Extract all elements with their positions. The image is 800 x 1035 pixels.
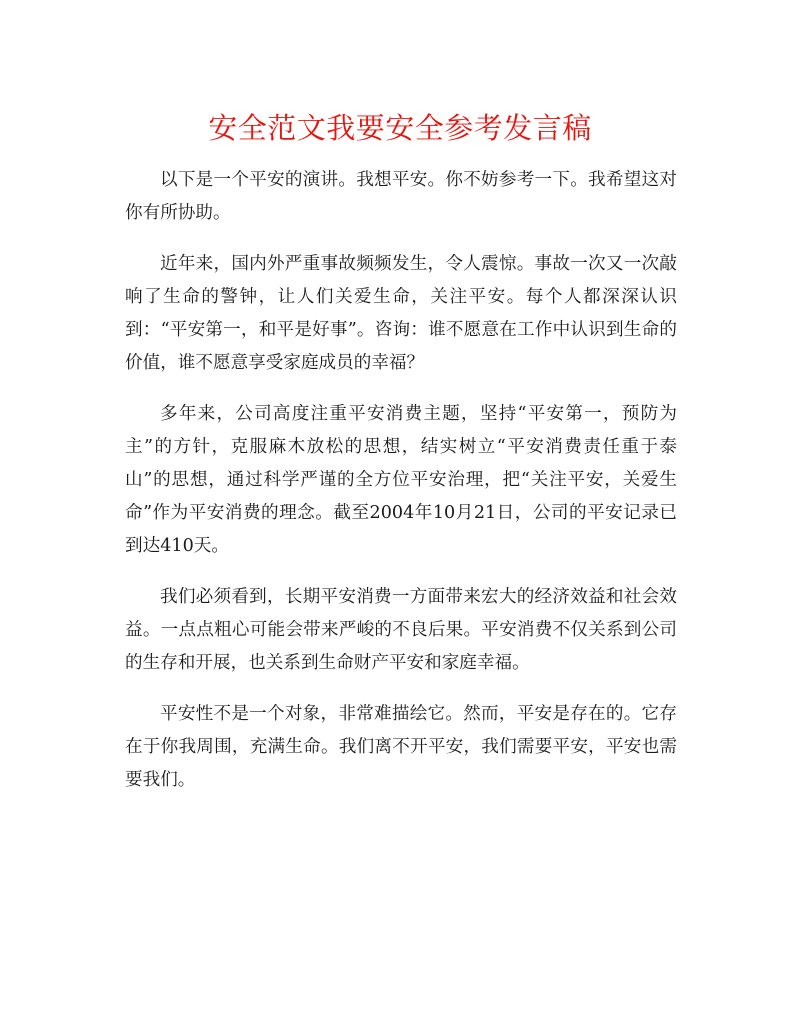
paragraph-company-policy: 多年来，公司高度注重平安消费主题，坚持“平安第一，预防为主”的方针，克服麻木放松的思想，结实树立“平安消费责任重于泰山”的思想，通过科学严谨的全方位平安治理，把“关注平安，关爱生命”作为平安消费的理念。截至2004年10月21日，公司的平安记录已到达410天。 [125,404,677,556]
paragraph-benefits: 我们必须看到，长期平安消费一方面带来宏大的经济效益和社会效益。一点点粗心可能会带来严峻的不良后果。平安消费不仅关系到公司的生存和开展，也关系到生命财产平安和家庭幸福。 [125,587,677,673]
paragraph-intro: 以下是一个平安的演讲。我想平安。你不妨参考一下。我希望这对你有所协助。 [125,170,677,223]
document-title: 安全范文我要安全参考发言稿 [208,111,592,145]
paragraph-accidents: 近年来，国内外严重事故频频发生，令人震惊。事故一次又一次敲响了生命的警钟，让人们关爱生命，关注平安。每个人都深深认识到：“平安第一，和平是好事”。咨询：谁不愿意在工作中认识到生命的价值，谁不愿意享受家庭成员的幸福？ [125,254,677,373]
paragraph-conclusion: 平安性不是一个对象，非常难描绘它。然而，平安是存在的。它存在于你我周围，充满生命。我们离不开平安，我们需要平安，平安也需要我们。 [125,704,677,790]
document-body [125,164,677,815]
